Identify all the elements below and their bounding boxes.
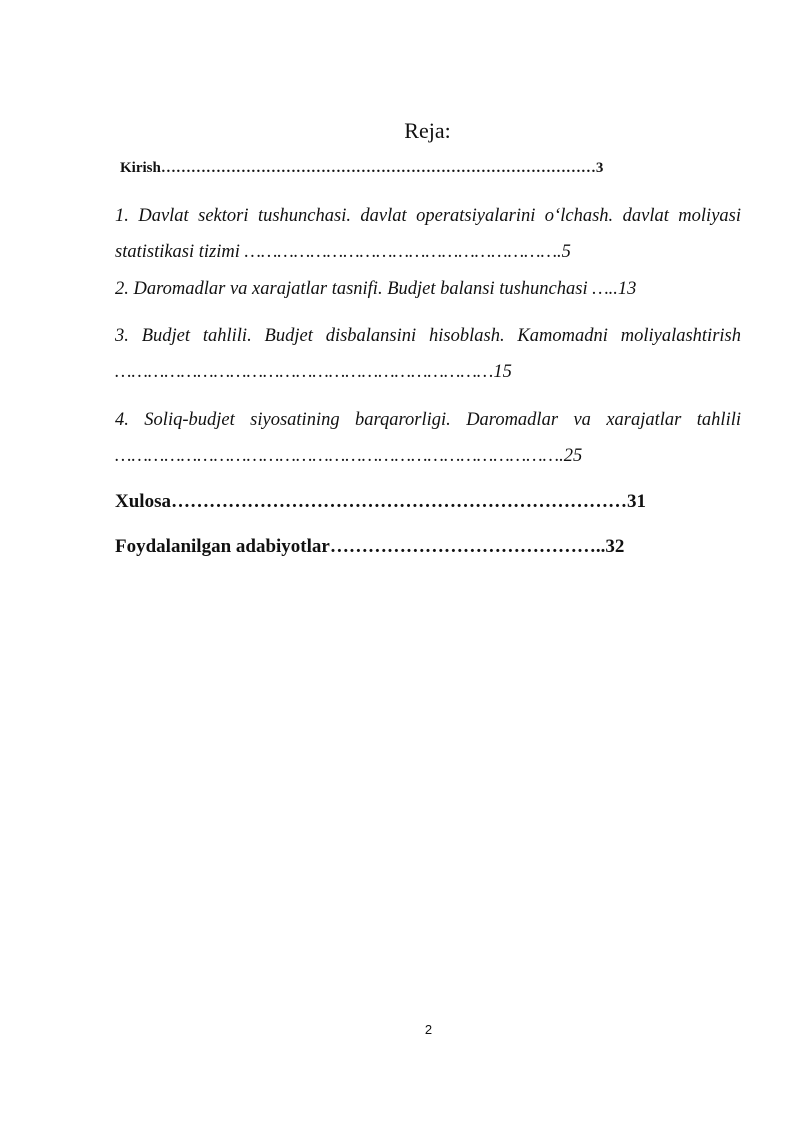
toc-entry-kirish: Kirish……………………………………………………………………………3: [120, 160, 604, 176]
toc-entry-xulosa: Xulosa………………………………………………………………31: [115, 491, 646, 512]
toc-entry-3: 3. Budjet tahlili. Budjet disbalansini hisoblash. Kamomadni moliyalashtirish ……………………………………………………………15: [115, 326, 741, 382]
toc-entry-4: 4. Soliq-budjet siyosatining barqarorligi. Daromadlar va xarajatlar tahlili ……………………………………………………………………….25: [115, 410, 741, 466]
toc-entry-foydalanilgan-adabiyotlar: Foydalanilgan adabiyotlar……………………………………..32: [115, 536, 625, 557]
toc-entry-1: 1. Davlat sektori tushunchasi. davlat operatsiyalarini o‘lchash. davlat moliyasi statistikasi tizimi ………………………………………………….5: [115, 206, 741, 262]
toc-entry-2: 2. Daromadlar va xarajatlar tasnifi. Budjet balansi tushunchasi …..13: [115, 279, 637, 299]
page-title: Reja:: [404, 118, 451, 143]
page-number: 2: [424, 1022, 433, 1037]
